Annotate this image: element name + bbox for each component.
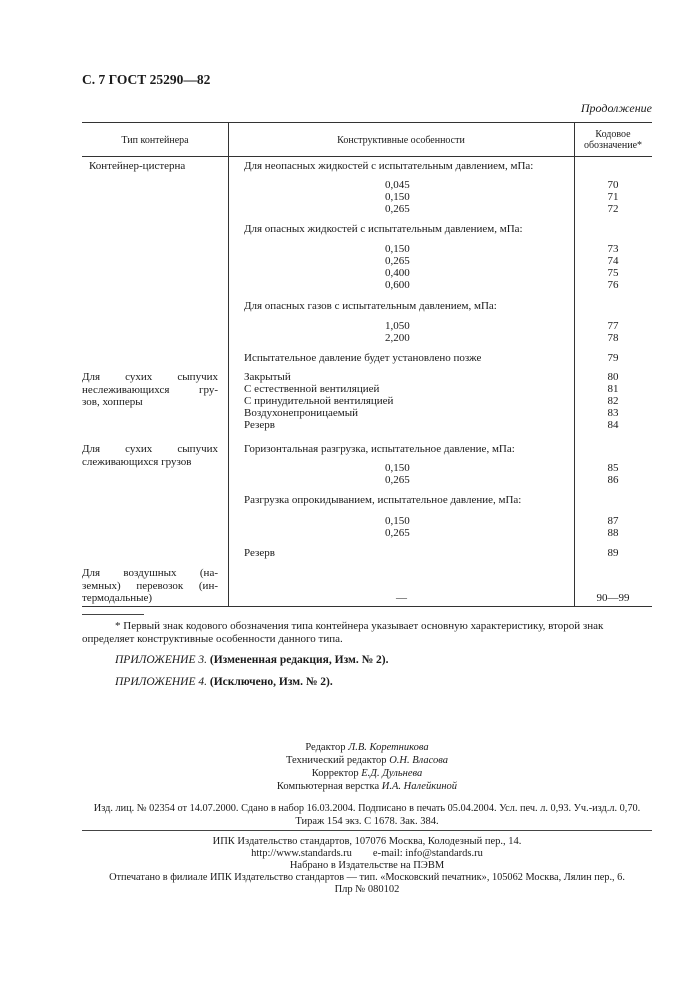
tank-later-code: 79 xyxy=(607,352,619,364)
footnote-line: * Первый знак кодового обозначения типа контейнера указывает основную характеристику, второй знак xyxy=(115,620,604,632)
dry-caking-sub1-code: 85 xyxy=(607,462,619,474)
appendix-label: ПРИЛОЖЕНИЕ 4. xyxy=(115,676,207,688)
type-line: зов, хопперы xyxy=(82,396,143,408)
credit-name: Е.Д. Дульнева xyxy=(361,768,423,779)
dry-noncaking-feature: Резерв xyxy=(244,419,275,431)
tank-sub1-label: Для неопасных жидкостей с испытательным давлением, мПа: xyxy=(244,160,534,172)
dry-noncaking-feature: Воздухонепроницаемый xyxy=(244,407,358,419)
dry-caking-sub2-value: 0,265 xyxy=(385,527,410,539)
appendix-note: (Исключено, Изм. № 2). xyxy=(209,676,333,688)
type-line: земных) перевозок (ин- xyxy=(82,579,218,592)
type-tank-container: Контейнер-цистерна xyxy=(89,160,186,172)
credit-editor xyxy=(82,742,652,754)
credit-role: Технический редактор xyxy=(286,755,387,766)
tank-sub1-value: 0,150 xyxy=(385,191,410,203)
dry-noncaking-code: 81 xyxy=(607,383,619,395)
type-air xyxy=(82,567,218,605)
credit-name: Л.В. Коретникова xyxy=(348,742,429,753)
table-header-rule xyxy=(82,156,652,157)
appendix-label: ПРИЛОЖЕНИЕ 3. xyxy=(115,654,207,666)
tank-sub1-code: 70 xyxy=(607,179,619,191)
air-code: 90—99 xyxy=(596,592,630,604)
dry-caking-reserve-label: Резерв xyxy=(244,547,275,559)
dry-caking-sub1-label: Горизонтальная разгрузка, испытательное давление, мПа: xyxy=(244,443,515,455)
tank-sub2-code: 76 xyxy=(607,279,619,291)
tank-sub2-value: 0,265 xyxy=(385,255,410,267)
dry-noncaking-code: 82 xyxy=(607,395,619,407)
dry-noncaking-feature: С естественной вентиляцией xyxy=(244,383,380,395)
page-header-title: С. 7 ГОСТ 25290—82 xyxy=(82,72,211,87)
credit-role: Редактор xyxy=(305,742,346,753)
type-line: неслеживающихся гру- xyxy=(82,383,218,396)
tank-sub3-code: 77 xyxy=(607,320,619,332)
tank-sub1-value: 0,045 xyxy=(385,179,410,191)
dry-noncaking-code: 83 xyxy=(607,407,619,419)
publisher-line: Набрано в Издательстве на ПЭВМ xyxy=(289,860,445,871)
tank-sub3-code: 78 xyxy=(607,332,619,344)
credit-role: Корректор xyxy=(311,768,359,779)
imprint-line: Изд. лиц. № 02354 от 14.07.2000. Сдано в набор 16.03.2004. Подписано в печать 05.04.2004. Усл. печ. л. 0,93. Уч.-изд.л. 0,70. xyxy=(93,803,641,814)
column-header-code-2: обозначение* xyxy=(583,140,643,151)
publisher-line: ИПК Издательство стандартов, 107076 Москва, Колодезный пер., 14. xyxy=(212,836,522,847)
dry-caking-sub1-value: 0,150 xyxy=(385,462,410,474)
type-dry-caking xyxy=(82,443,218,468)
column-header-code-1: Кодовое xyxy=(595,129,631,140)
tank-sub2-label: Для опасных жидкостей с испытательным давлением, мПа: xyxy=(244,223,523,235)
dry-noncaking-feature: Закрытый xyxy=(244,371,291,383)
imprint-line: Тираж 154 экз. С 1678. Зак. 384. xyxy=(295,816,439,827)
continuation-label: Продолжение xyxy=(580,101,652,115)
type-line: термодальные) xyxy=(82,592,153,604)
credit-layout xyxy=(82,781,652,793)
table-bottom-rule xyxy=(82,606,652,607)
dry-noncaking-feature: С принудительной вентиляцией xyxy=(244,395,394,407)
tank-sub2-value: 0,400 xyxy=(385,267,410,279)
column-header-features: Конструктивные особенности xyxy=(337,135,465,146)
dry-caking-sub2-code: 87 xyxy=(607,515,619,527)
appendix-note: (Измененная редакция, Изм. № 2). xyxy=(209,654,389,666)
dry-caking-sub2-value: 0,150 xyxy=(385,515,410,527)
credit-tech-editor xyxy=(82,755,652,767)
type-line: Для воздушных (на- xyxy=(82,567,218,579)
dry-caking-sub2-label: Разгрузка опрокидыванием, испытательное давление, мПа: xyxy=(244,494,522,506)
publisher-line: Плр № 080102 xyxy=(334,884,400,895)
tank-sub1-code: 71 xyxy=(607,191,619,203)
type-line: слеживающихся грузов xyxy=(82,455,192,468)
credit-role: Компьютерная верстка xyxy=(276,781,380,792)
air-feature: — xyxy=(396,592,407,604)
tank-later-label: Испытательное давление будет установлено позже xyxy=(244,352,482,364)
tank-sub2-code: 75 xyxy=(607,267,619,279)
column-header-type: Тип контейнера xyxy=(121,135,189,146)
dry-caking-sub1-code: 86 xyxy=(607,474,619,486)
dry-caking-sub1-value: 0,265 xyxy=(385,474,410,486)
dry-caking-reserve-code: 89 xyxy=(607,547,619,559)
tank-sub3-label: Для опасных газов с испытательным давлением, мПа: xyxy=(244,300,497,312)
tank-sub2-code: 74 xyxy=(607,255,619,267)
footnote-rule xyxy=(82,614,144,615)
dry-caking-sub2-code: 88 xyxy=(607,527,619,539)
dry-noncaking-code: 84 xyxy=(607,419,619,431)
type-dry-noncaking xyxy=(82,371,218,409)
type-line: Для сухих сыпучих xyxy=(82,443,218,455)
tank-sub3-value: 2,200 xyxy=(385,332,410,344)
tank-sub2-code: 73 xyxy=(607,243,619,255)
publisher-line: Отпечатано в филиале ИПК Издательство стандартов — тип. «Московский печатник», 105062 Москва, Лялин пер., 6. xyxy=(109,872,625,883)
credit-name: О.Н. Власова xyxy=(389,755,448,766)
credit-name: И.А. Налейкиной xyxy=(381,781,458,792)
dry-noncaking-code: 80 xyxy=(607,371,619,383)
tank-sub2-value: 0,150 xyxy=(385,243,410,255)
table-divider-1 xyxy=(228,122,229,606)
table-top-rule xyxy=(82,122,652,123)
footnote-line: определяет конструктивные особенности данного типа. xyxy=(82,633,343,645)
publisher-rule xyxy=(82,830,652,831)
credit-corrector xyxy=(82,768,652,780)
tank-sub1-value: 0,265 xyxy=(385,203,410,215)
tank-sub3-value: 1,050 xyxy=(385,320,410,332)
tank-sub2-value: 0,600 xyxy=(385,279,410,291)
type-line: Для сухих сыпучих xyxy=(82,371,218,383)
appendix-3 xyxy=(115,654,389,666)
appendix-4 xyxy=(115,676,333,688)
publisher-line: http://www.standards.ru e-mail: info@standards.ru xyxy=(251,848,483,859)
tank-sub1-code: 72 xyxy=(607,203,619,215)
